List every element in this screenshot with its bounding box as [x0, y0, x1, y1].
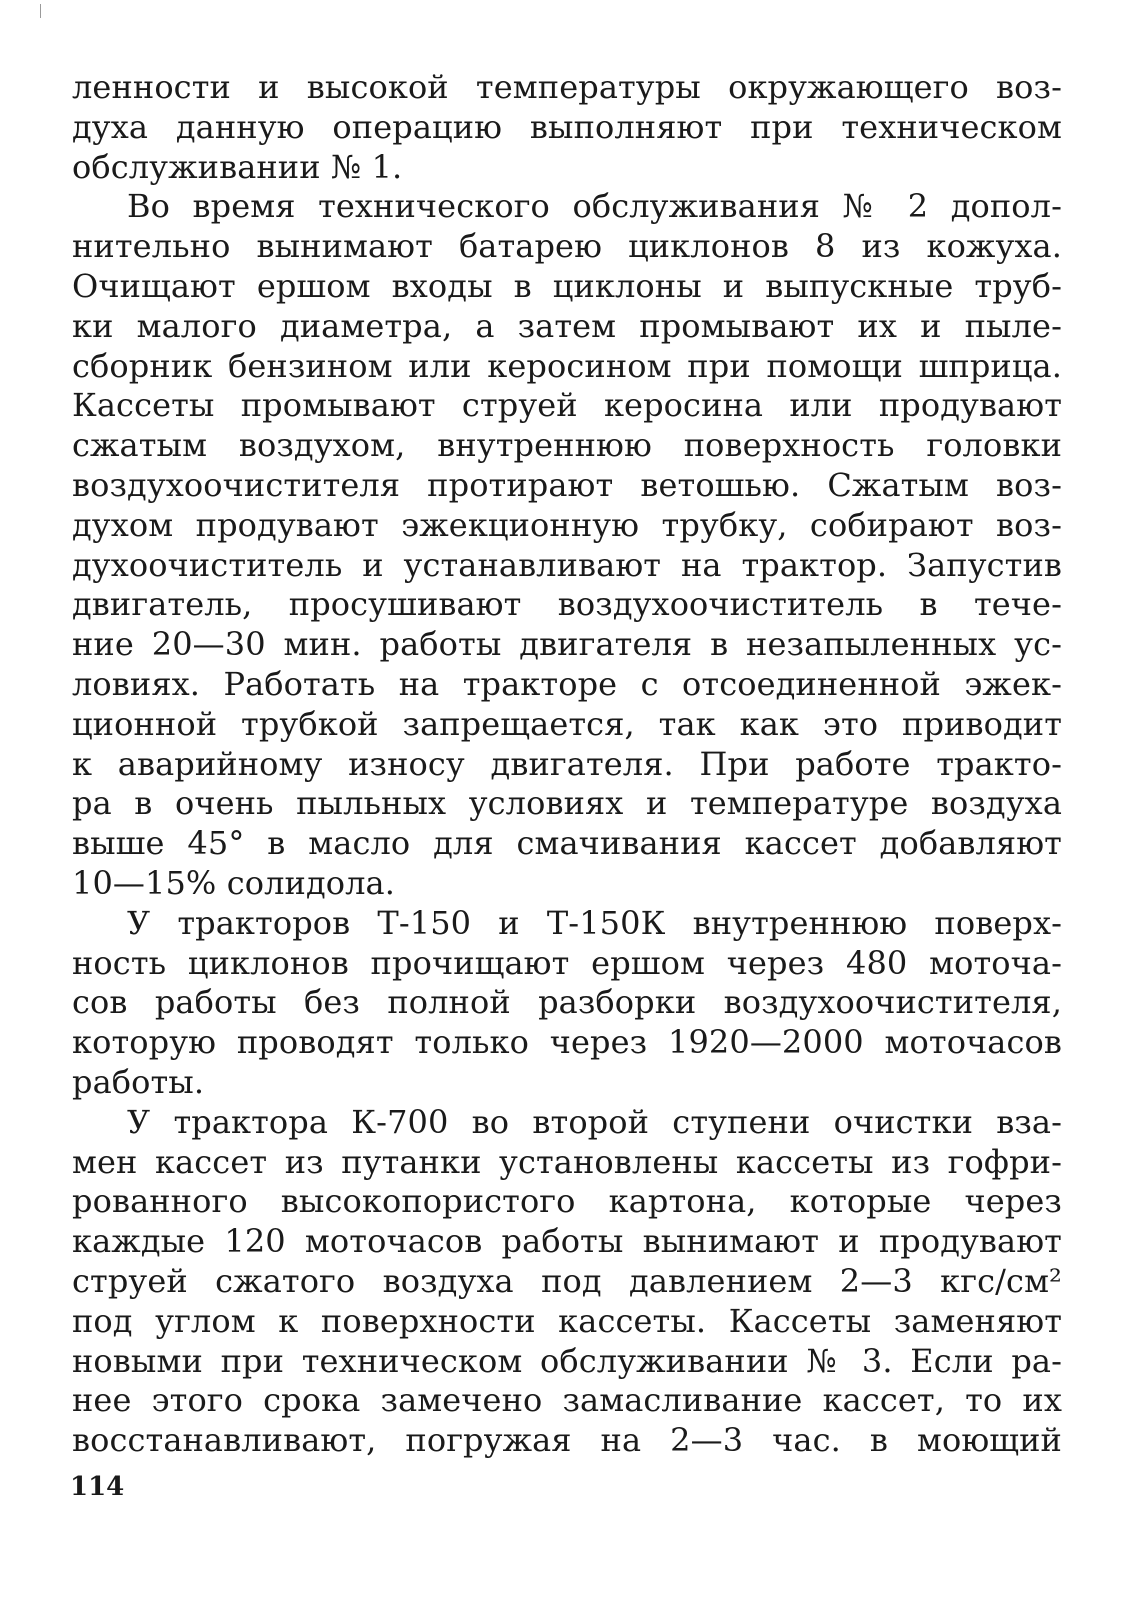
text-line: ционной трубкой запрещается, так как это приводит: [72, 704, 1062, 743]
text-line: под углом к поверхности кассеты. Кассеты заменяют: [72, 1301, 1062, 1340]
text-line: струей сжатого воздуха под давлением 2—3 кгс/см²: [72, 1261, 1062, 1300]
text-line: воздухоочистителя протирают ветошью. Сжатым воз-: [72, 465, 1062, 504]
text-line: ленности и высокой температуры окружающего воз-: [72, 68, 1062, 106]
text-line: Во время технического обслуживания № 2 допол-: [127, 187, 1062, 226]
text-line: духоочиститель и устанавливают на трактор. Запустив: [72, 545, 1062, 584]
text-line: обслуживании № 1.: [72, 147, 403, 186]
text-line: Кассеты промывают струей керосина или продувают: [72, 386, 1062, 425]
text-line: рованного высокопористого картона, которые через: [72, 1182, 1062, 1221]
text-line: работы.: [72, 1062, 205, 1101]
paragraph: [72, 68, 1062, 187]
text-line: новыми при техническом обслуживании № 3. Если ра-: [72, 1341, 1062, 1380]
page-text: [72, 68, 1062, 1461]
text-line: У тракторов Т-150 и Т-150К внутреннюю поверх-: [127, 903, 1062, 942]
text-line: ность циклонов прочищают ершом через 480 моточа-: [72, 943, 1062, 982]
scan-mark: [40, 4, 41, 18]
text-line: нительно вынимают батарею циклонов 8 из кожуха.: [72, 227, 1062, 266]
text-line: двигатель, просушивают воздухоочиститель в тече-: [72, 585, 1062, 624]
page-number: 114: [70, 1472, 125, 1502]
text-line: ра в очень пыльных условиях и температуре воздуха: [72, 784, 1062, 823]
text-line: мен кассет из путанки установлены кассеты из гофри-: [72, 1142, 1062, 1181]
text-line: выше 45° в масло для смачивания кассет добавляют: [72, 824, 1062, 863]
text-line: 10—15% солидола.: [72, 863, 396, 902]
text-line: к аварийному износу двигателя. При работе тракто-: [72, 744, 1062, 783]
paragraph: [72, 904, 1062, 1103]
text-line: которую проводят только через 1920—2000 моточасов: [72, 1023, 1062, 1062]
text-line: духа данную операцию выполняют при техническом: [72, 107, 1062, 146]
text-line: восстанавливают, погружая на 2—3 час. в моющий: [72, 1421, 1062, 1460]
text-line: ние 20—30 мин. работы двигателя в незапыленных ус-: [72, 625, 1062, 664]
text-line: духом продувают эжекционную трубку, собирают воз-: [72, 505, 1062, 544]
text-line: ловиях. Работать на тракторе с отсоединенной эжек-: [72, 664, 1062, 703]
text-line: сжатым воздухом, внутреннюю поверхность головки: [72, 426, 1062, 465]
text-line: ки малого диаметра, а затем промывают их и пыле-: [72, 306, 1062, 345]
paragraph: [72, 187, 1062, 903]
text-line: каждые 120 моточасов работы вынимают и продувают: [72, 1222, 1062, 1261]
text-line: У трактора К-700 во второй ступени очистки вза-: [127, 1102, 1062, 1141]
text-line: сборник бензином или керосином при помощи шприца.: [72, 346, 1062, 385]
paragraph: [72, 1103, 1062, 1461]
text-line: сов работы без полной разборки воздухоочистителя,: [72, 983, 1062, 1022]
text-line: Очищают ершом входы в циклоны и выпускные труб-: [72, 266, 1062, 305]
text-line: нее этого срока замечено замасливание кассет, то их: [72, 1381, 1062, 1420]
